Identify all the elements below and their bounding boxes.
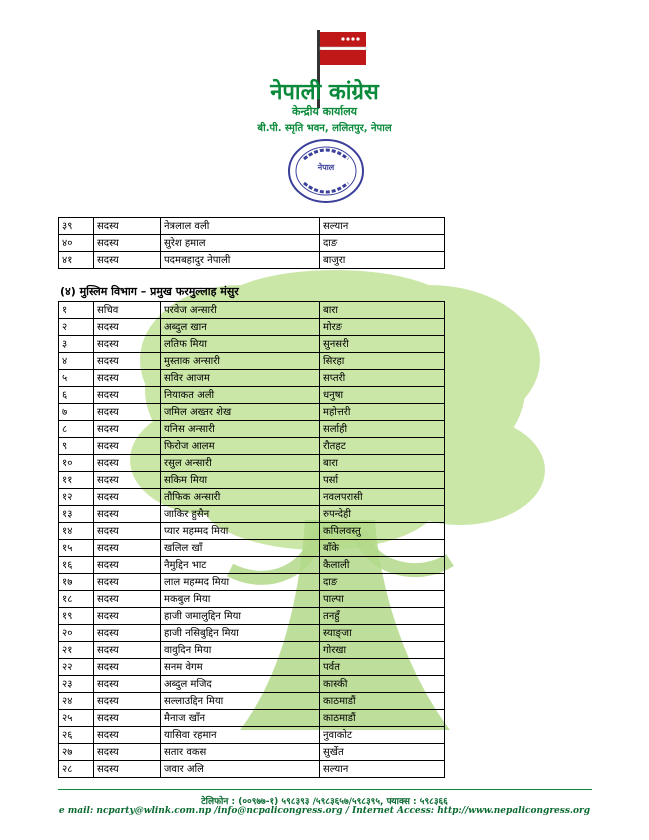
member-name: नेत्रलाल वली	[161, 218, 320, 235]
member-role: सदस्य	[94, 574, 161, 591]
member-name: जवार अलि	[161, 761, 320, 778]
member-role: सदस्य	[94, 370, 161, 387]
member-name: अब्दुल खान	[161, 319, 320, 336]
member-role: सदस्य	[94, 353, 161, 370]
member-name: सविर आजम	[161, 370, 320, 387]
member-name: जाकिर हुसैन	[161, 506, 320, 523]
member-district: रुपन्देही	[320, 506, 445, 523]
row-number: १०	[59, 455, 94, 472]
member-name: हाजी जमालुद्दिन मिया	[161, 608, 320, 625]
table-row	[59, 642, 445, 659]
member-name: फिरोज आलम	[161, 438, 320, 455]
member-district: बारा	[320, 302, 445, 319]
member-role: सदस्य	[94, 421, 161, 438]
table-row	[59, 370, 445, 387]
table-row	[59, 336, 445, 353]
member-district: सिरहा	[320, 353, 445, 370]
row-number: ५	[59, 370, 94, 387]
table-row	[59, 235, 445, 252]
member-role: सदस्य	[94, 472, 161, 489]
member-district: मोरङ	[320, 319, 445, 336]
member-role: सदस्य	[94, 489, 161, 506]
table-row	[59, 489, 445, 506]
table-row	[59, 625, 445, 642]
members-table-continued	[58, 217, 445, 269]
row-number: ४०	[59, 235, 94, 252]
letterhead	[0, 0, 649, 215]
member-role: सदस्य	[94, 218, 161, 235]
member-district: तनहुँ	[320, 608, 445, 625]
table-row	[59, 252, 445, 269]
member-name: अब्दुल मजिद	[161, 676, 320, 693]
member-name: सकिम मिया	[161, 472, 320, 489]
row-number: २०	[59, 625, 94, 642]
member-district: पर्वत	[320, 659, 445, 676]
row-number: २२	[59, 659, 94, 676]
member-district: कपिलवस्तु	[320, 523, 445, 540]
table-row	[59, 523, 445, 540]
member-name: सतार वकस	[161, 744, 320, 761]
table-row	[59, 676, 445, 693]
member-district: सल्यान	[320, 218, 445, 235]
seal-label: नेपाल	[317, 163, 335, 172]
member-role: सदस्य	[94, 693, 161, 710]
table-row	[59, 472, 445, 489]
member-role: सदस्य	[94, 252, 161, 269]
row-number: ८	[59, 421, 94, 438]
member-district: दाङ	[320, 235, 445, 252]
member-name: रसुल अन्सारी	[161, 455, 320, 472]
table-row	[59, 591, 445, 608]
member-role: सदस्य	[94, 438, 161, 455]
member-name: लाल महम्मद मिया	[161, 574, 320, 591]
member-district: सुर्खेत	[320, 744, 445, 761]
table-row	[59, 693, 445, 710]
member-role: सदस्य	[94, 608, 161, 625]
member-name: जमिल अख्तर शेख	[161, 404, 320, 421]
member-district: बाँके	[320, 540, 445, 557]
member-district: कास्की	[320, 676, 445, 693]
member-name: यनिस अन्सारी	[161, 421, 320, 438]
table-row	[59, 387, 445, 404]
member-district: सर्लाही	[320, 421, 445, 438]
member-district: सुनसरी	[320, 336, 445, 353]
table-row	[59, 574, 445, 591]
table-row	[59, 404, 445, 421]
member-district: नुवाकोट	[320, 727, 445, 744]
row-number: १४	[59, 523, 94, 540]
table-row	[59, 506, 445, 523]
footer-phone: टेलिफोन : (००९७७-१) ५९८३९३ /५९८३६५७/५९८३९५, फ्याक्स : ५९८३६६	[201, 797, 448, 807]
member-district: रौतहट	[320, 438, 445, 455]
muslim-department-table	[58, 301, 445, 778]
table-row	[59, 744, 445, 761]
row-number: १५	[59, 540, 94, 557]
table-row	[59, 319, 445, 336]
member-role: सदस्य	[94, 557, 161, 574]
member-name: पदमबहादुर नेपाली	[161, 252, 320, 269]
table-row	[59, 540, 445, 557]
member-role: सदस्य	[94, 676, 161, 693]
row-number: २	[59, 319, 94, 336]
member-role: सदस्य	[94, 387, 161, 404]
member-district: धनुषा	[320, 387, 445, 404]
member-role: सदस्य	[94, 642, 161, 659]
table-row	[59, 438, 445, 455]
table-row	[59, 727, 445, 744]
member-role: सदस्य	[94, 523, 161, 540]
member-name: मुस्ताक अन्सारी	[161, 353, 320, 370]
row-number: ४	[59, 353, 94, 370]
table-row	[59, 659, 445, 676]
table-row	[59, 455, 445, 472]
row-number: २४	[59, 693, 94, 710]
member-name: मकबुल मिया	[161, 591, 320, 608]
row-number: २७	[59, 744, 94, 761]
member-district: काठमाडौं	[320, 693, 445, 710]
member-name: मैनाज खाँन	[161, 710, 320, 727]
row-number: ११	[59, 472, 94, 489]
member-role: सदस्य	[94, 744, 161, 761]
footer-divider	[58, 789, 592, 790]
member-role: सदस्य	[94, 404, 161, 421]
office-name: केन्द्रीय कार्यालय	[291, 105, 358, 118]
member-district: सल्यान	[320, 761, 445, 778]
member-name: यासिवा रहमान	[161, 727, 320, 744]
member-district: सप्तरी	[320, 370, 445, 387]
row-number: १३	[59, 506, 94, 523]
member-district: पर्सा	[320, 472, 445, 489]
table-row	[59, 608, 445, 625]
member-district: पाल्पा	[320, 591, 445, 608]
member-district: महोत्तरी	[320, 404, 445, 421]
table-row	[59, 218, 445, 235]
table-row	[59, 302, 445, 319]
member-role: सदस्य	[94, 235, 161, 252]
member-role: सदस्य	[94, 540, 161, 557]
member-role: सदस्य	[94, 761, 161, 778]
member-role: सदस्य	[94, 591, 161, 608]
member-district: बारा	[320, 455, 445, 472]
member-name: तौफिक अन्सारी	[161, 489, 320, 506]
member-role: सचिव	[94, 302, 161, 319]
row-number: १९	[59, 608, 94, 625]
table-row	[59, 710, 445, 727]
member-name: सुरेश हमाल	[161, 235, 320, 252]
member-name: परवेज अन्सारी	[161, 302, 320, 319]
table-row	[59, 421, 445, 438]
section-heading: (४) मुस्लिम विभाग – प्रमुख फरमुल्लाह मंसुर	[60, 285, 239, 298]
office-address: बी.पी. स्मृति भवन, ललितपुर, नेपाल	[257, 123, 392, 134]
row-number: २३	[59, 676, 94, 693]
member-role: सदस्य	[94, 659, 161, 676]
table-row	[59, 761, 445, 778]
row-number: १८	[59, 591, 94, 608]
organization-name: नेपाली कांग्रेस	[270, 79, 379, 105]
member-role: सदस्य	[94, 727, 161, 744]
row-number: ७	[59, 404, 94, 421]
member-role: सदस्य	[94, 506, 161, 523]
member-district: कैलाली	[320, 557, 445, 574]
member-district: स्याङ्जा	[320, 625, 445, 642]
member-district: काठमाडौं	[320, 710, 445, 727]
member-name: वावुदिन मिया	[161, 642, 320, 659]
row-number: ६	[59, 387, 94, 404]
member-role: सदस्य	[94, 625, 161, 642]
member-name: नैमुद्दिन भाट	[161, 557, 320, 574]
row-number: १२	[59, 489, 94, 506]
table-row	[59, 557, 445, 574]
member-name: सल्लाउद्दिन मिया	[161, 693, 320, 710]
row-number: २५	[59, 710, 94, 727]
member-district: नवलपरासी	[320, 489, 445, 506]
footer-contact: e mail: ncparty@wlink.com.np /info@ncpalicongress.org / Internet Access: http://www.nepalicongress.org	[58, 806, 591, 816]
row-number: १७	[59, 574, 94, 591]
row-number: ४१	[59, 252, 94, 269]
member-role: सदस्य	[94, 336, 161, 353]
member-role: सदस्य	[94, 319, 161, 336]
member-name: सनम वेगम	[161, 659, 320, 676]
member-name: लतिफ मिया	[161, 336, 320, 353]
row-number: २६	[59, 727, 94, 744]
row-number: १	[59, 302, 94, 319]
member-name: प्यार महम्मद मिया	[161, 523, 320, 540]
member-district: गोरखा	[320, 642, 445, 659]
member-name: खलिल खाँ	[161, 540, 320, 557]
member-district: दाङ	[320, 574, 445, 591]
member-role: सदस्य	[94, 455, 161, 472]
row-number: २१	[59, 642, 94, 659]
table-row	[59, 353, 445, 370]
member-name: हाजी नसिबुद्दिन मिया	[161, 625, 320, 642]
member-district: बाजुरा	[320, 252, 445, 269]
row-number: ३	[59, 336, 94, 353]
member-name: नियाकत अली	[161, 387, 320, 404]
row-number: ९	[59, 438, 94, 455]
row-number: ३९	[59, 218, 94, 235]
row-number: २८	[59, 761, 94, 778]
row-number: १६	[59, 557, 94, 574]
member-role: सदस्य	[94, 710, 161, 727]
